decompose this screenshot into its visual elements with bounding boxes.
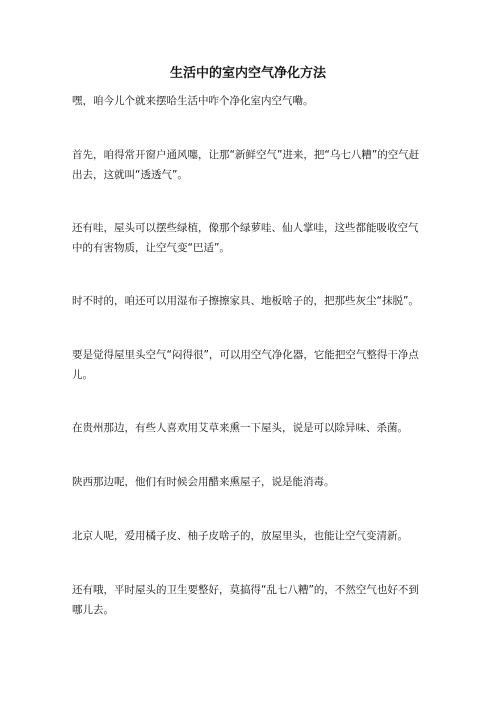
paragraph-guizhou: 在贵州那边，有些人喜欢用艾草来熏一下屋头，说是可以除异味、杀菌。 xyxy=(72,422,408,434)
paragraph-shaanxi: 陕西那边呢，他们有时候会用醋来熏屋子，说是能消毒。 xyxy=(72,476,335,488)
paragraph-intro: 嘿，咱今儿个就来摆哈生活中咋个净化室内空气嘞。 xyxy=(72,95,314,107)
page-title: 生活中的室内空气净化方法 xyxy=(169,66,326,81)
paragraph-wiping: 时不时的，咱还可以用湿布子擦擦家具、地板啥子的，把那些灰尘“抹脱”。 xyxy=(72,295,419,307)
paragraph-beijing: 北京人呢，爱用橘子皮、柚子皮啥子的，放屋里头，也能让空气变清新。 xyxy=(72,530,408,542)
paragraph-ventilation: 首先，咱得常开窗户通风噻，让那“新鲜空气”进来，把“乌七八糟”的空气赶出去，这就叫“透透气”。 xyxy=(72,149,420,181)
paragraph-plants: 还有哇，屋头可以摆些绿植，像那个绿萝哇、仙人掌哇，这些都能吸收空气中的有害物质，让空气变“巴适”。 xyxy=(72,222,419,254)
paragraph-hygiene: 还有哦，平时屋头的卫生要整好，莫搞得“乱七八糟”的，不然空气也好不到哪儿去。 xyxy=(72,584,419,616)
paragraph-purifier: 要是觉得屋里头空气“闷得很”，可以用空气净化器，它能把空气整得干净点儿。 xyxy=(72,349,419,381)
